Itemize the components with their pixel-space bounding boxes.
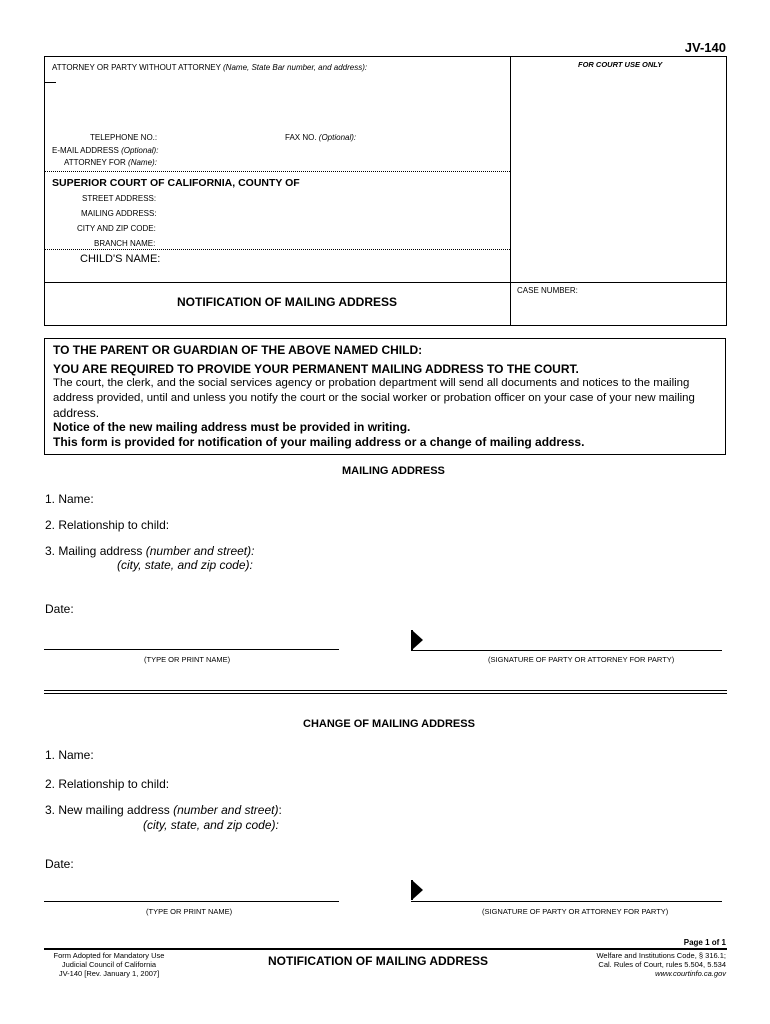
childs-name-label: CHILD'S NAME: [80, 253, 161, 265]
city-zip-label: CITY AND ZIP CODE: [77, 224, 156, 233]
attorney-for-italic: (Name): [128, 158, 157, 167]
court-separator [44, 171, 510, 172]
caption-divider [510, 56, 511, 326]
mailing-print-name-line [44, 649, 339, 650]
attorney-for-text: ATTORNEY FOR [64, 158, 126, 167]
notice-line5: address. [53, 406, 100, 420]
change-print-name-line [44, 901, 339, 902]
telephone-label: TELEPHONE NO.: [90, 133, 158, 142]
telephone-field[interactable] [156, 131, 276, 143]
mailing-city-label: (city, state, and zip code): [117, 558, 253, 572]
footer-adopted-line3: JV-140 [Rev. January 1, 2007] [58, 969, 160, 978]
mailing-city-field[interactable] [250, 557, 720, 571]
notice-line3: The court, the clerk, and the social services agency or probation department will send all documents and notices to the mailing [53, 377, 690, 389]
mailing-relationship-label: 2. Relationship to child: [45, 518, 170, 532]
section-separator-top [44, 690, 727, 691]
court-title: SUPERIOR COURT OF CALIFORNIA, COUNTY OF [52, 177, 300, 189]
mailing-signature-arrow-icon [413, 631, 423, 649]
mailing-address-field[interactable] [158, 207, 504, 219]
mailing-address-label: MAILING ADDRESS: [81, 209, 157, 218]
mailing-date-field[interactable] [80, 601, 280, 615]
change-print-name-field[interactable] [46, 884, 338, 898]
footer-citation-block [596, 951, 726, 978]
attorney-label-text: ATTORNEY OR PARTY WITHOUT ATTORNEY [52, 63, 221, 72]
footer-rule [44, 948, 727, 950]
mailing-address-line-italic: (number and street): [145, 544, 255, 558]
change-name-field[interactable] [100, 747, 720, 761]
email-label-italic: (Optional): [121, 146, 159, 155]
mailing-signature-label: (SIGNATURE OF PARTY OR ATTORNEY FOR PARTY) [488, 655, 675, 664]
change-date-label: Date: [45, 857, 74, 871]
notice-line4: address provided, until and unless you notify the court or the social worker or probation officer on your case of your new mailing [53, 392, 695, 404]
email-field[interactable] [156, 144, 504, 156]
change-type-print-label: (TYPE OR PRINT NAME) [146, 907, 233, 916]
footer-cite-line1: Welfare and Institutions Code, § 316.1; [596, 951, 726, 960]
footer-adopted-line1: Form Adopted for Mandatory Use [53, 951, 165, 960]
court-use-field[interactable] [514, 74, 722, 278]
branch-name-label: BRANCH NAME: [94, 239, 156, 248]
city-zip-field[interactable] [158, 222, 504, 234]
footer-website-link[interactable]: www.courtinfo.ca.gov [655, 969, 726, 978]
email-label [52, 146, 158, 155]
case-number-label: CASE NUMBER: [517, 286, 578, 295]
child-separator [44, 249, 510, 250]
mailing-address-line-label [45, 544, 254, 558]
change-address-line-text: 3. New mailing address [45, 803, 170, 817]
mailing-address-line-text: 3. Mailing address [45, 544, 143, 558]
attorney-label [52, 63, 367, 72]
mailing-street-field[interactable] [250, 543, 720, 557]
mailing-signature-line [411, 650, 722, 651]
change-city-field[interactable] [278, 817, 720, 831]
attorney-for-label [64, 158, 157, 167]
attorney-mark [44, 82, 56, 83]
change-heading: CHANGE OF MAILING ADDRESS [303, 718, 475, 730]
mailing-type-print-label: (TYPE OR PRINT NAME) [144, 655, 231, 664]
change-name-label: 1. Name: [45, 748, 94, 762]
fax-label-text: FAX NO. [285, 133, 317, 142]
email-label-text: E-MAIL ADDRESS [52, 146, 119, 155]
change-signature-arrow-icon [413, 881, 423, 899]
change-date-field[interactable] [80, 856, 280, 870]
case-number-field[interactable] [517, 302, 721, 318]
mailing-print-name-field[interactable] [46, 632, 338, 646]
form-code: JV-140 [684, 40, 726, 55]
street-address-field[interactable] [158, 192, 504, 204]
mailing-name-field[interactable] [100, 491, 720, 505]
change-relationship-label: 2. Relationship to child: [45, 777, 170, 791]
mailing-relationship-field[interactable] [170, 517, 720, 531]
change-signature-field[interactable] [428, 884, 720, 898]
attorney-name-address-field[interactable] [58, 78, 503, 126]
fax-label [285, 133, 356, 142]
fax-field[interactable] [356, 131, 504, 143]
change-signature-label: (SIGNATURE OF PARTY OR ATTORNEY FOR PARTY) [482, 907, 669, 916]
notice-line1: TO THE PARENT OR GUARDIAN OF THE ABOVE NAMED CHILD: [53, 343, 423, 357]
change-city-label: (city, state, and zip code): [143, 818, 279, 832]
change-address-line-colon: : [278, 803, 282, 817]
change-relationship-field[interactable] [170, 776, 720, 790]
mailing-date-label: Date: [45, 602, 74, 616]
mailing-name-label: 1. Name: [45, 492, 94, 506]
form-title: NOTIFICATION OF MAILING ADDRESS [177, 295, 397, 309]
branch-name-field[interactable] [158, 237, 504, 249]
childs-name-field[interactable] [158, 253, 504, 267]
court-use-label: FOR COURT USE ONLY [578, 60, 663, 69]
street-address-label: STREET ADDRESS: [82, 194, 157, 203]
county-field[interactable] [292, 176, 504, 190]
attorney-for-field[interactable] [156, 156, 504, 168]
footer-adopted-block [44, 951, 174, 978]
footer-adopted-line2: Judicial Council of California [61, 960, 157, 969]
footer-cite-line2: Cal. Rules of Court, rules 5.504, 5.534 [598, 960, 726, 969]
attorney-label-italic: (Name, State Bar number, and address): [223, 63, 368, 72]
notice-line7: This form is provided for notification of your mailing address or a change of mailing address. [53, 435, 585, 449]
change-address-line-italic: (number and street) [173, 803, 279, 817]
title-separator [44, 282, 727, 283]
notice-line2: YOU ARE REQUIRED TO PROVIDE YOUR PERMANENT MAILING ADDRESS TO THE COURT. [53, 362, 579, 376]
page-number: Page 1 of 1 [683, 938, 726, 947]
notice-line6: Notice of the new mailing address must be provided in writing. [53, 420, 411, 434]
mailing-signature-field[interactable] [428, 632, 720, 646]
change-signature-line [411, 901, 722, 902]
change-address-line-label [45, 803, 282, 817]
footer-title: NOTIFICATION OF MAILING ADDRESS [268, 954, 488, 968]
section-separator-bottom [44, 693, 727, 694]
change-street-field[interactable] [278, 802, 720, 816]
mailing-heading: MAILING ADDRESS [342, 465, 445, 477]
fax-label-italic: (Optional): [318, 133, 357, 142]
